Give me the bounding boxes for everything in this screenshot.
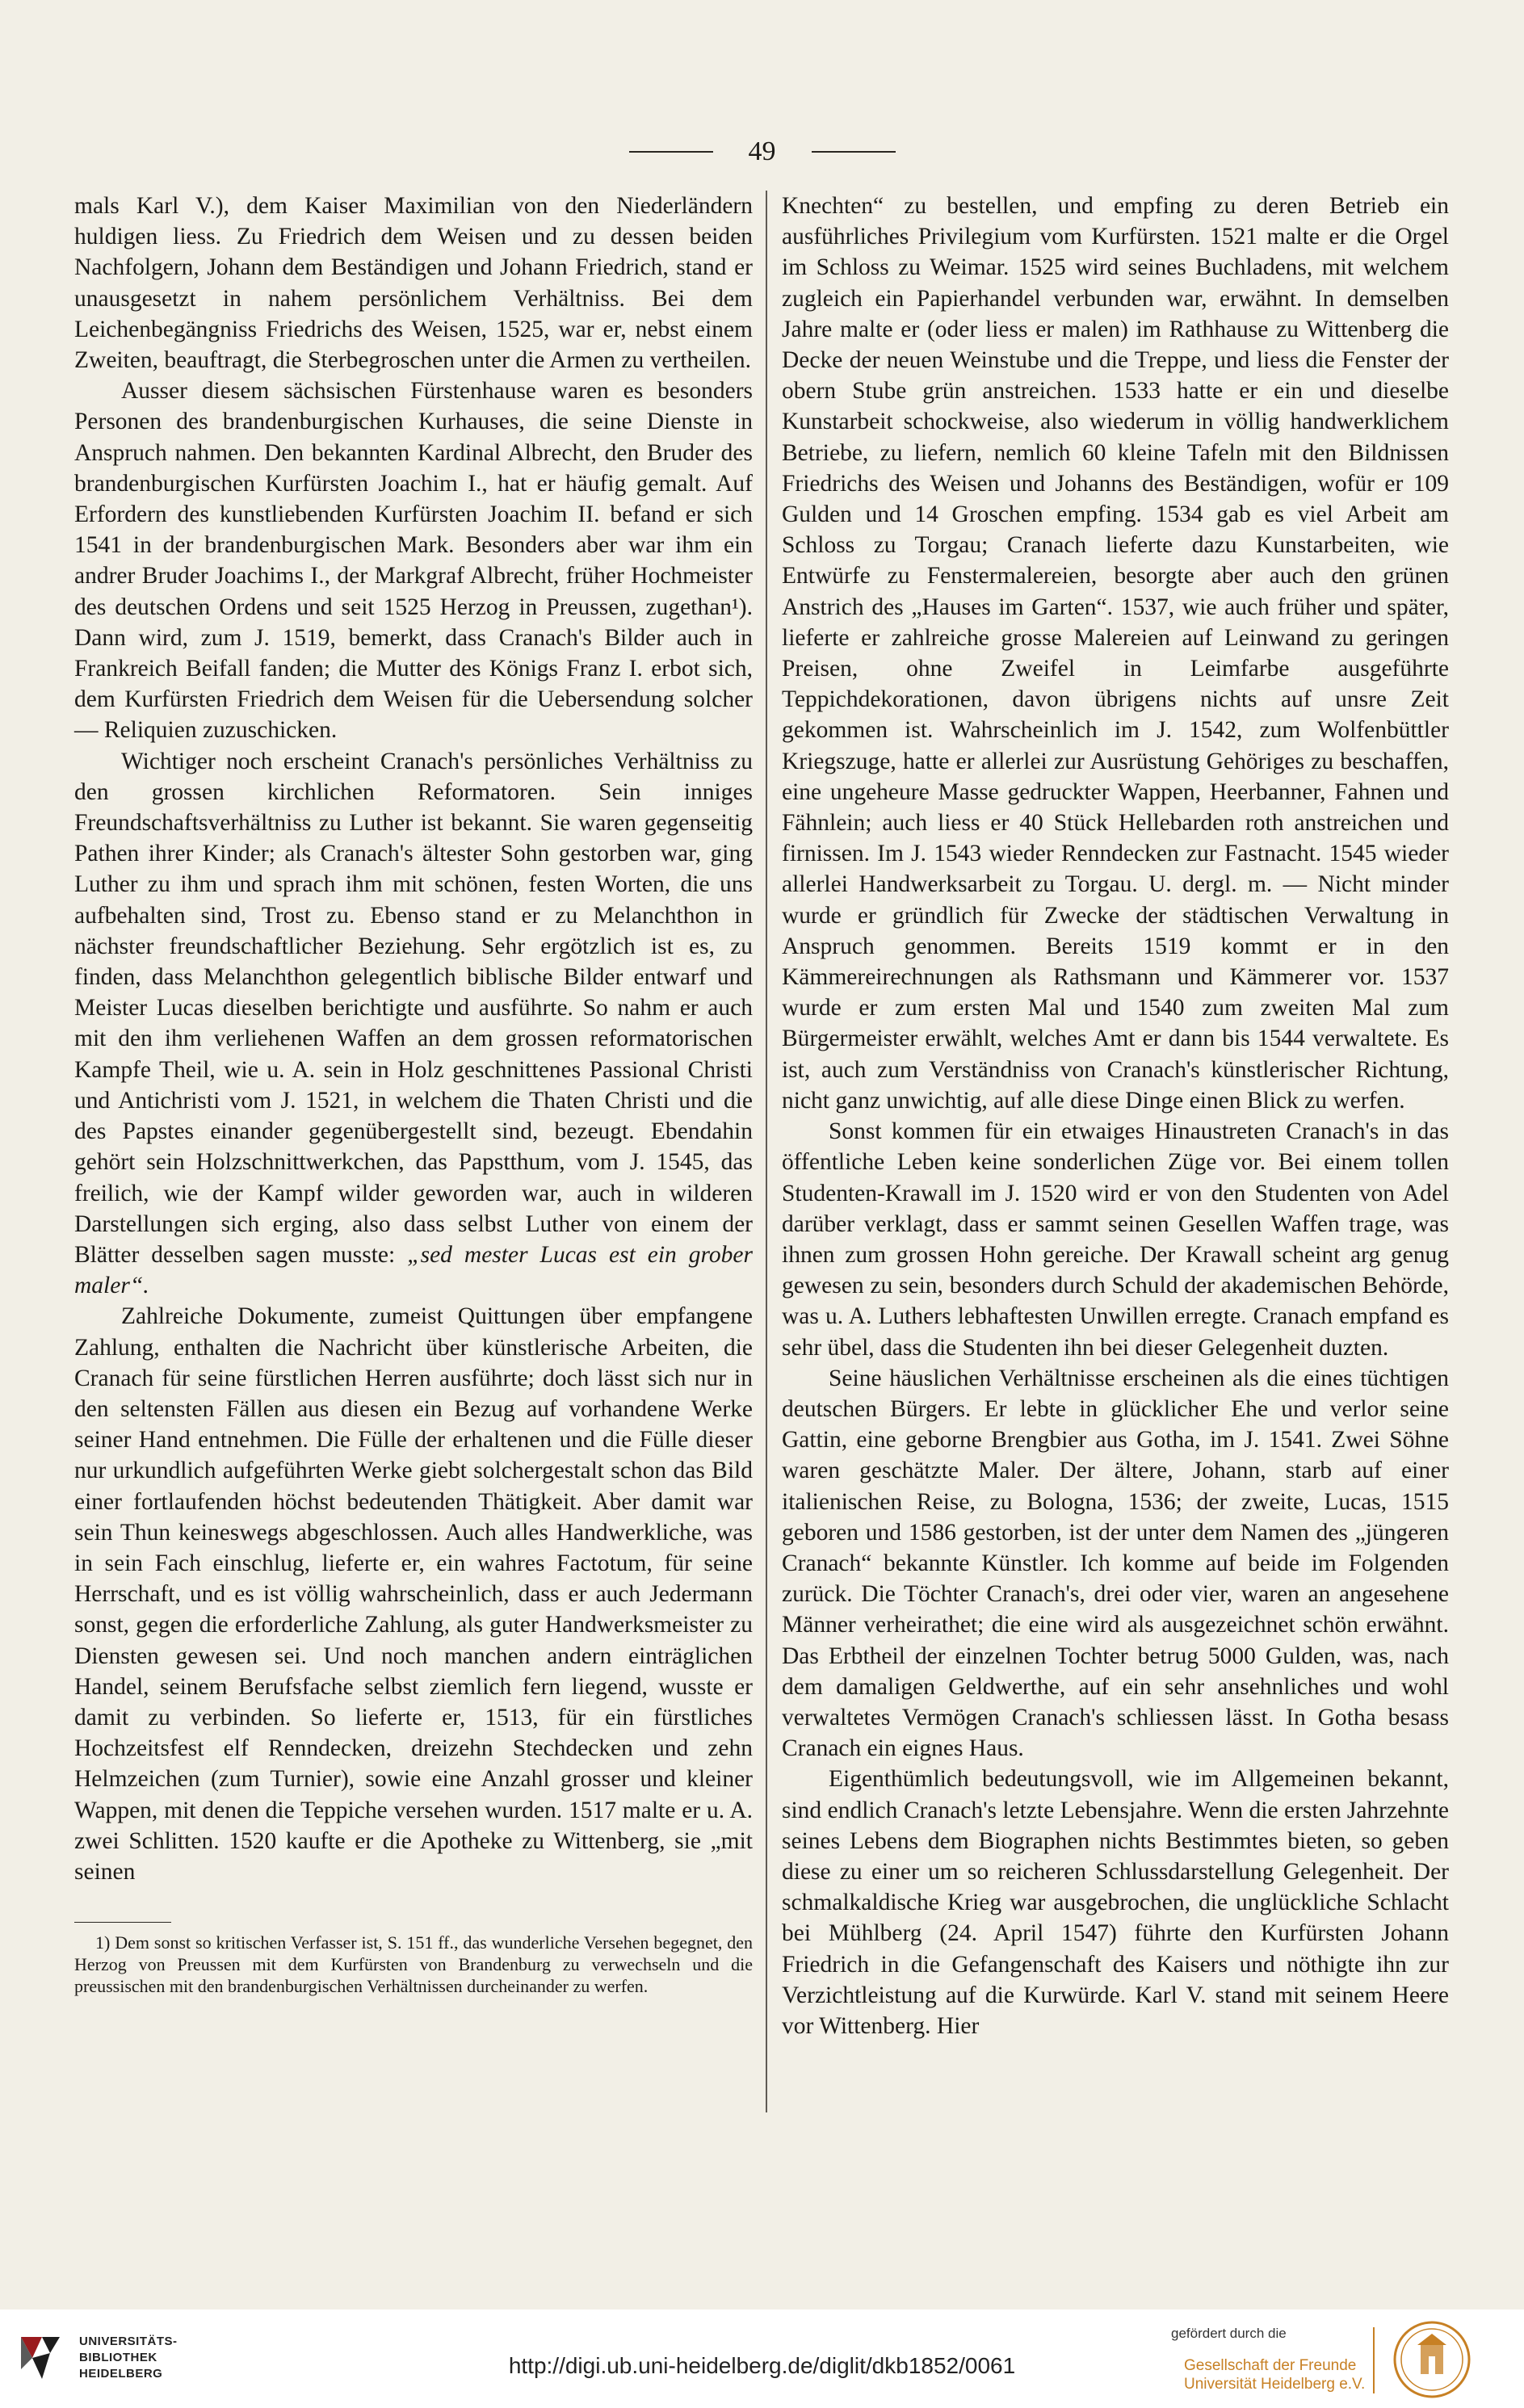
permalink-url[interactable]: http://digi.ub.uni-heidelberg.de/diglit/dkb1852/0061 <box>508 2353 1016 2378</box>
paragraph: Eigenthümlich bedeutungsvoll, wie im Allgemeinen bekannt, sind endlich Cranach's letzte Lebensjahre. Wenn die ersten Jahrzehnte seines Lebens dem Biographen nichts Bestimmtes bieten, so geben diese zu einer um so reicheren Schlussdarstellung Gelegenheit. Der schmalkaldische Krieg war ausgebrochen, die unglückliche Schlacht bei Mühlberg (24. April 1547) führte den Kurfürsten Johann Friedrich in die Gefangenschaft des Kaisers und nöthigte ihn zur Verzichtleistung auf die Kurwürde. Karl V. stand mit seinem Heere vor Wittenberg. Hier <box>782 1766 1449 2039</box>
header-rule-left <box>629 151 713 153</box>
society-name <box>1184 2356 1365 2393</box>
column-divider <box>766 191 767 2112</box>
page-header <box>0 136 1524 168</box>
paragraph: mals Karl V.), dem Kaiser Maximilian von den Niederländern huldigen liess. Zu Friedrich dem Weisen und zu dessen beiden Nachfolgern, Johann dem Beständigen und Johann Friedrich, stand er unausgesetzt in nahem persönlichem Verhältniss. Bei dem Leichenbegängniss Friedrichs des Weisen, 1525, war er, nebst einem Zweiten, beauftragt, die Sterbegroschen unter die Armen zu vertheilen. <box>74 193 753 374</box>
paragraph-text: Wichtiger noch erscheint Cranach's persönliches Verhältniss zu den grossen kirchlichen Reformatoren. Sein inniges Freundschaftsverhältniss zu Luther ist bekannt. Sie waren gegenseitig Pathen ihrer Kinder; als Cranach's ältester Sohn gestorben war, ging Luther zu ihm und sprach ihm mit schönen, festen Worten, die uns aufbehalten sind, Trost zu. Ebenso stand er zu Melanchthon in nächster freundschaftlicher Beziehung. Sehr ergötzlich ist es, zu finden, dass Melanchthon gelegentlich biblische Bilder entwarf und Meister Lucas dieselben berichtigte und ausführte. So nahm er auch mit den ihm verliehenen Waffen an dem grossen reformatorischen Kampfe Theil, wie u. A. sein in Holz geschnittenes Passional Christi und Antichristi vom J. 1521, in welchem die Thaten Christi und die des Papstes einander gegenübergestellt sind, bezeugt. Ebendahin gehört sein Holzschnittwerkchen, das Papstthum, vom J. 1545, das freilich, wie der Kampf wilder geworden war, auch in wilderen Darstellungen sich erging, also dass selbst Luther von einem der Blätter desselben sagen musste: <box>74 748 753 1268</box>
paragraph: Ausser diesem sächsischen Fürstenhause waren es besonders Personen des brandenburgischen Kurhauses, die seine Dienste in Anspruch nahmen. Den bekannten Kardinal Albrecht, den Bruder des brandenburgischen Kurfürsten Joachim I., hat er häufig gemalt. Auf Erfordern des kunstliebenden Kurfürsten Joachim II. befand er sich 1541 in der brandenburgischen Mark. Besonders aber war ihm ein andrer Bruder Joachims I., der Markgraf Albrecht, früher Hochmeister des deutschen Ordens und seit 1525 Herzog in Preussen, zugethan¹). Dann wird, zum J. 1519, bemerkt, dass Cranach's Bilder auch in Frankreich Beifall fanden; die Mutter des Königs Franz I. erbot sich, dem Kurfürsten Friedrich dem Weisen für die Uebersendung solcher — Reliquien zuzuschicken. <box>74 378 753 744</box>
luther-quote: „sed mester Lucas est ein grober maler“. <box>74 1241 753 1299</box>
funded-by-label: gefördert durch die <box>1171 2326 1287 2341</box>
library-name-line: UNIVERSITÄTS- <box>79 2335 178 2348</box>
footer-divider <box>1373 2327 1375 2393</box>
library-name-line: HEIDELBERG <box>79 2367 163 2381</box>
header-rule-right <box>812 151 896 153</box>
paragraph: Sonst kommen für ein etwaiges Hinaustreten Cranach's in das öffentliche Leben keine sonderlichen Züge vor. Bei einem tollen Studenten-Krawall im J. 1520 wird er von den Studenten von Adel darüber verklagt, dass er sammt seinen Gesellen Waffen trage, was ihnen zum grossen Hohn gereiche. Der Krawall scheint arg genug gewesen zu sein, besonders durch Schuld der akademischen Behörde, was u. A. Luthers lebhaftesten Unwillen erregte. Cranach empfand es sehr übel, dass die Studenten ihn bei dieser Gelegenheit duzten. <box>782 1118 1449 1361</box>
paragraph: Knechten“ zu bestellen, und empfing zu deren Betrieb ein ausführliches Privilegium vom Kurfürsten. 1521 malte er die Orgel im Schloss zu Weimar. 1525 wird seines Buchladens, mit welchem zugleich ein Papierhandel verbunden war, erwähnt. In demselben Jahre malte er (oder liess er malen) im Rathhause zu Wittenberg die Decke der neuen Weinstube und die Treppe, und liess die Fenster der obern Stube grün anstreichen. 1533 hatte er ein und dieselbe Kunstarbeit schockweise, also wiederum in völlig handwerklichem Betriebe, zu liefern, nemlich 60 kleine Tafeln mit den Bildnissen Friedrichs des Weisen und Johanns des Beständigen, wofür er 109 Gulden und 14 Groschen empfing. 1534 gab es viel Arbeit am Schloss zu Torgau; Cranach lieferte dazu Kunstarbeiten, wie Entwürfe zu Fenstermalereien, besorgte aber auch den grünen Anstrich des „Hauses im Garten“. 1537, wie auch früher und später, lieferte er zahlreiche grosse Malereien auf Leinwand zu geringen Preisen, ohne Zweifel in Leimfarbe ausgeführte Teppichdekorationen, davon übrigens nichts auf unsre Zeit gekommen ist. Wahrscheinlich im J. 1542, zum Wolfenbüttler Kriegszuge, hatte er allerlei zur Ausrüstung Gehöriges zu beschaffen, eine ungeheure Masse gedruckter Wappen, Heerbanner, Fahnen und Fähnlein; auch liess er 40 Stück Hellebarden roth anstreichen und firnissen. Im J. 1543 wieder Renndecken zur Fastnacht. 1545 wieder allerlei Handwerksarbeit zu Torgau. U. dergl. m. — Nicht minder wurde er gründlich für Zwecke der städtischen Verwaltung in Anspruch genommen. Bereits 1519 kommt er in den Kämmereirechnungen als Rathsmann und Kämmerer vor. 1537 wurde er zum ersten Mal und 1540 zum zweiten Mal zum Bürgermeister erwählt, welches Amt er dann bis 1544 verwaltete. Es ist, auch zum Verständniss von Cranach's künstlerischer Richtung, nicht ganz unwichtig, auf alle diese Dinge einen Blick zu werfen. <box>782 193 1449 1114</box>
footnote-rule <box>74 1922 171 1923</box>
society-name-line: Universität Heidelberg e.V. <box>1184 2376 1366 2393</box>
right-column <box>782 191 1449 2041</box>
paragraph: Zahlreiche Dokumente, zumeist Quittungen über empfangene Zahlung, enthalten die Nachricht über künstlerische Arbeiten, die Cranach für seine fürstlichen Herren ausführte; doch lässt sich nur in den seltensten Fällen aus diesen ein Bezug auf vorhandene Werke seiner Hand entnehmen. Die Fülle der erhaltenen und die Fülle dieser nur urkundlich aufgeführten Werke giebt solchergestalt schon das Bild einer fortlaufenden höchst bedeutenden Thätigkeit. Aber damit war sein Thun keineswegs abgeschlossen. Auch alles Handwerkliche, was in sein Fach einschlug, lieferte er, ein wahres Factotum, für seine Herrschaft, und es ist völlig wahrscheinlich, dass er auch Jedermann sonst, gegen die erforderliche Zahlung, als guter Handwerksmeister zu Diensten gewesen sei. Und noch manchen andern einträglichen Handel, seinem Berufsfache selbst ziemlich fern liegend, wusste er damit zu verbinden. So lieferte er, 1513, für ein fürstliches Hochzeitsfest elf Renndecken, dreizehn Stechdecken und zehn Helmzeichen (zum Turnier), sowie eine Anzahl grosser und kleiner Wappen, mit denen die Teppiche versehen wurden. 1517 malte er u. A. zwei Schlitten. 1520 kaufte er die Apotheke zu Wittenberg, sie „mit seinen <box>74 1303 753 1885</box>
page-number: 49 <box>748 136 776 166</box>
footnote <box>74 1932 753 1997</box>
paragraph: Seine häuslichen Verhältnisse erscheinen als die eines tüchtigen deutschen Bürgers. Er lebte in glücklicher Ehe und verlor seine Gattin, eine geborne Brengbier aus Gotha, im J. 1541. Zwei Söhne waren geschätzte Maler. Der ältere, Johann, starb auf einer italienischen Reise, zu Bologna, 1536; der zweite, Lucas, 1515 geboren und 1586 gestorben, ist der unter dem Namen des „jüngeren Cranach“ bekannte Künstler. Ich komme auf beide im Folgenden zurück. Die Töchter Cranach's, drei oder vier, waren an angesehene Männer verheirathet; die eine wird als ausgezeichnet schön erwähnt. Das Erbtheil der einzelnen Tochter betrug 5000 Gulden, was, nach dem damaligen Geldwerthe, auf ein sehr ansehnliches und wohl verwaltetes Vermögen Cranach's schliessen lässt. In Gotha besass Cranach ein eignes Haus. <box>782 1365 1449 1762</box>
society-name-line: Gesellschaft der Freunde <box>1184 2357 1357 2374</box>
left-column <box>74 191 753 1887</box>
digitization-footer <box>0 2309 1524 2408</box>
paragraph <box>74 746 753 1302</box>
footnote-text: 1) Dem sonst so kritischen Verfasser ist, S. 151 ff., das wunderliche Versehen begegnet, den Herzog von Preussen mit dem Kurfürsten von Brandenburg zu verwechseln und die preussischen mit den brandenburgischen Verhältnissen durcheinander zu werfen. <box>74 1932 753 1996</box>
university-seal-icon <box>1393 2321 1471 2398</box>
library-name-line: BIBLIOTHEK <box>79 2351 157 2364</box>
